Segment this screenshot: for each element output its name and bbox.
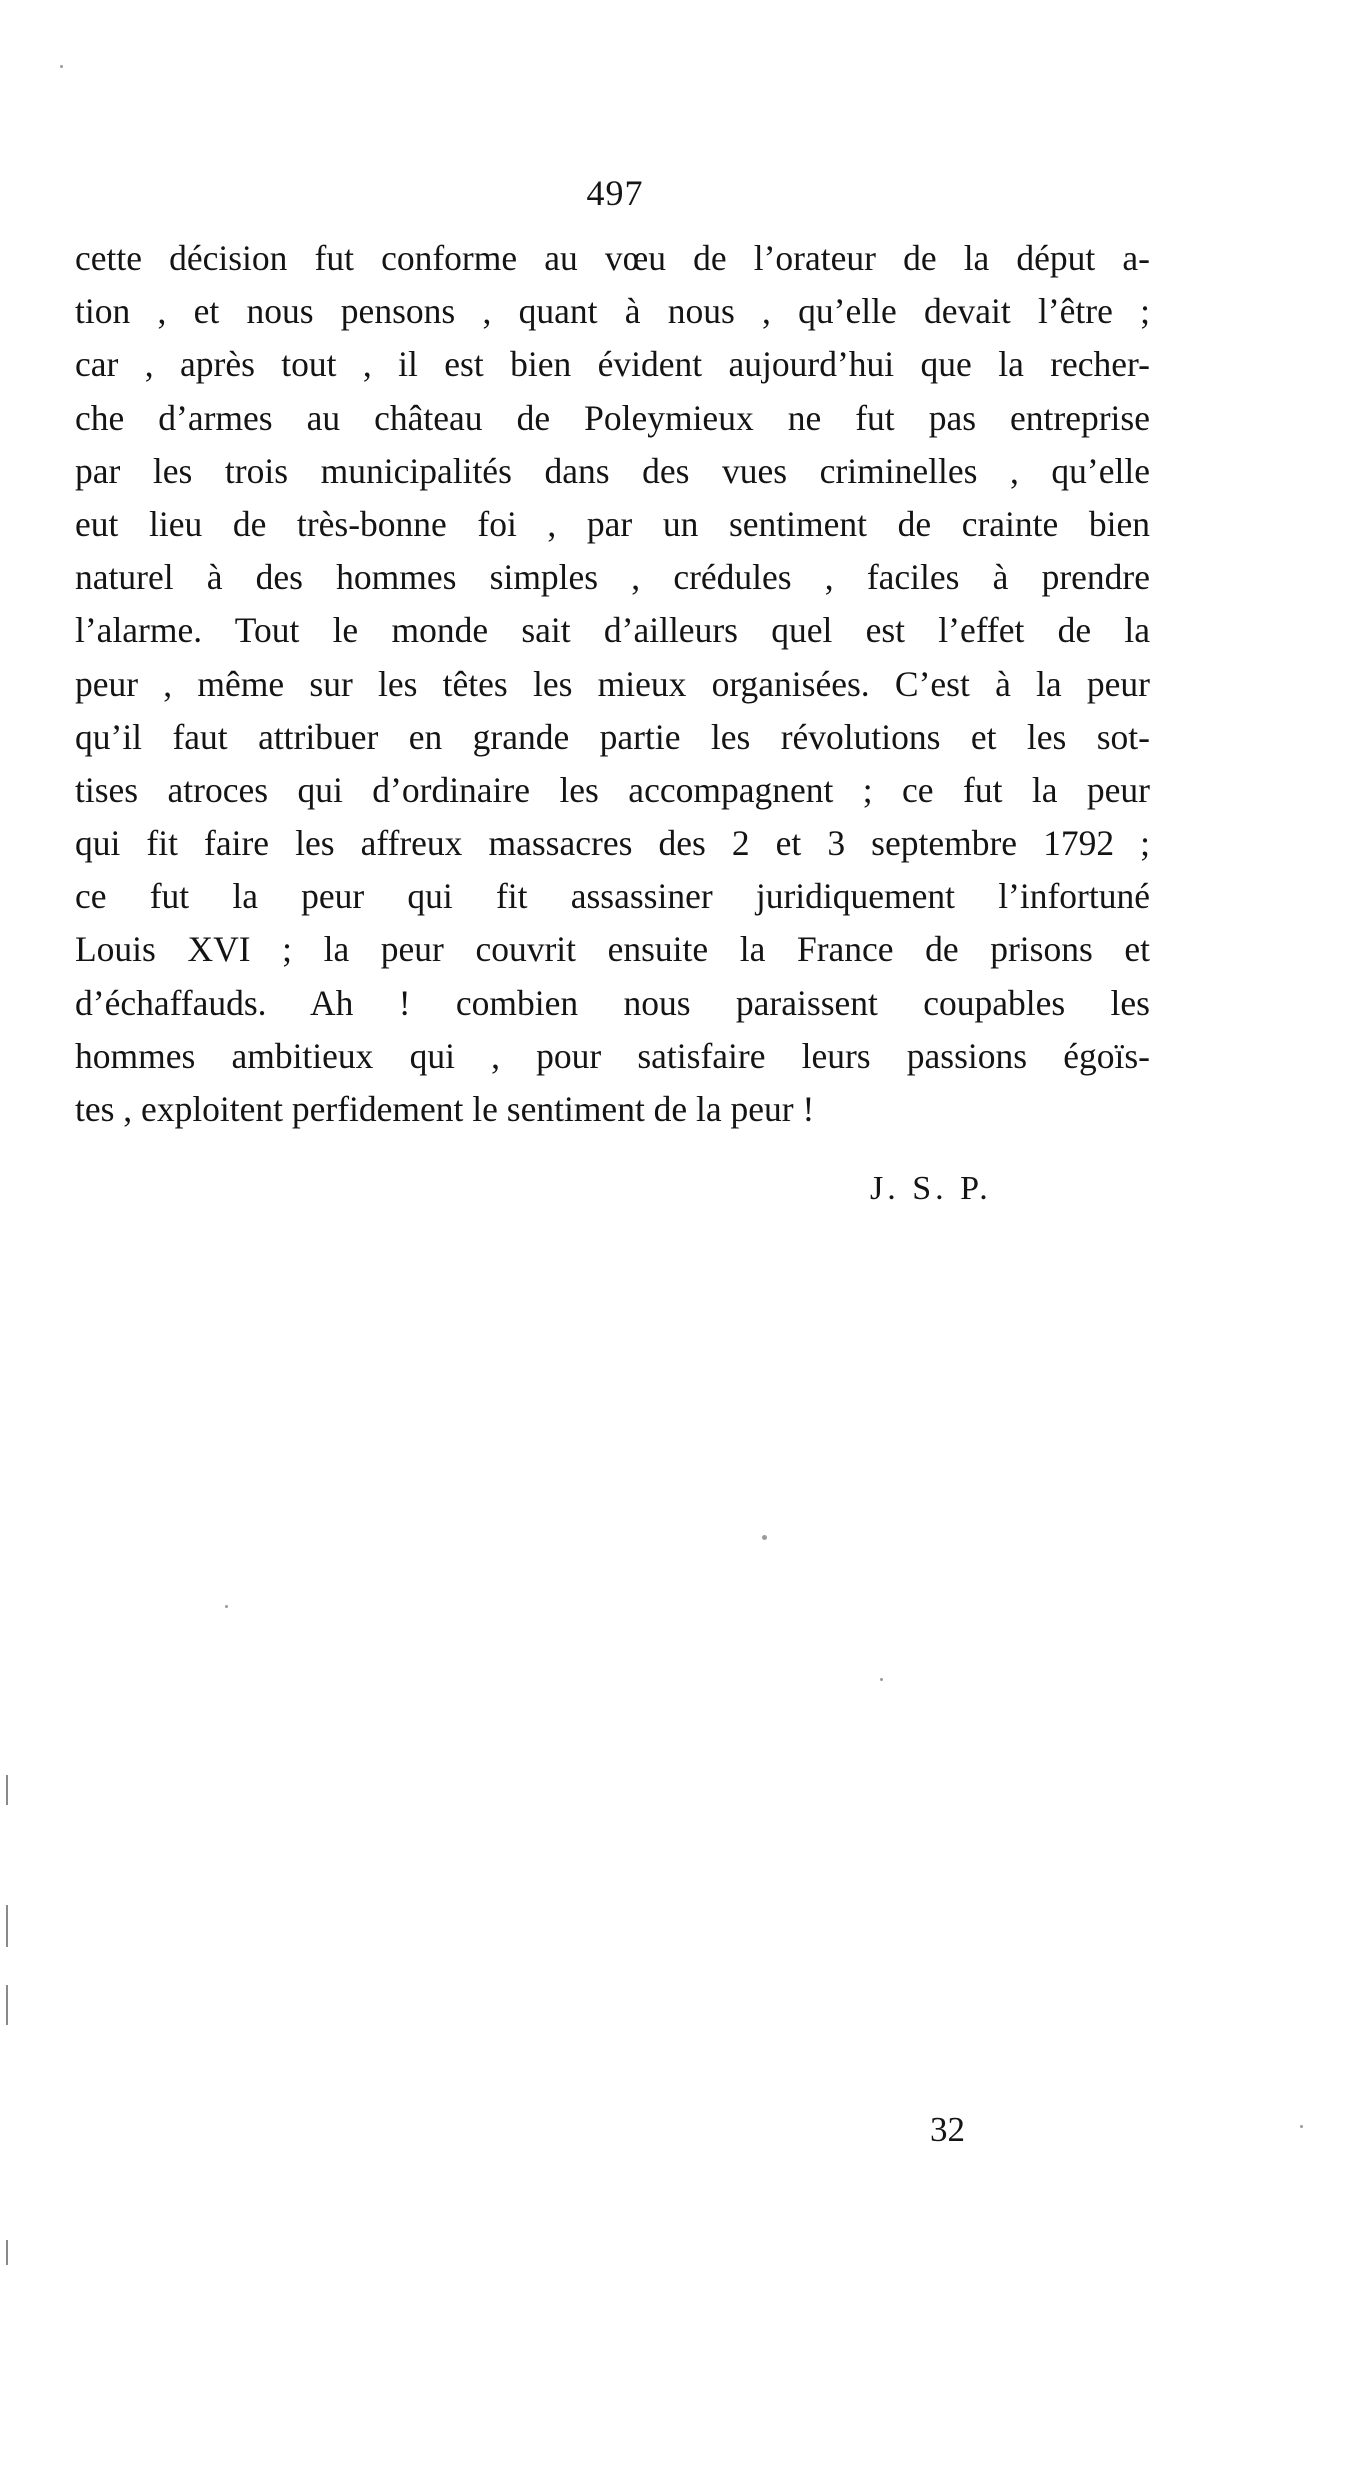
text-line: qu’il faut attribuer en grande partie les révolutions et les sot- [75,716,1150,757]
scan-edge-mark [6,1905,8,1947]
text-line: l’alarme. Tout le monde sait d’ailleurs quel est l’effet de la [75,610,1150,651]
text-line: tises atroces qui d’ordinaire les accompagnent ; ce fut la peur [75,769,1150,810]
scan-speck [762,1535,767,1540]
text-line: tion , et nous pensons , quant à nous , qu’elle devait l’être ; [75,291,1150,332]
text-line: tes , exploitent perfidement le sentiment de la peur ! [75,1089,815,1129]
scan-speck [225,1605,228,1608]
scan-edge-mark [6,1985,8,2025]
text-line: Louis XVI ; la peur couvrit ensuite la France de prisons et [75,929,1150,970]
scan-speck [60,65,63,68]
text-line: hommes ambitieux qui , pour satisfaire leurs passions égoïs- [75,1035,1150,1076]
scan-edge-mark [6,2240,8,2265]
page-number: 497 [586,173,644,213]
text-line: d’échaffauds. Ah ! combien nous paraissent coupables les [75,982,1150,1023]
text-line: eut lieu de très-bonne foi , par un sentiment de crainte bien [75,503,1150,544]
text-line: peur , même sur les têtes les mieux organisées. C’est à la peur [75,663,1150,704]
text-line: naturel à des hommes simples , crédules , faciles à prendre [75,557,1150,598]
text-line: cette décision fut conforme au vœu de l’orateur de la déput a- [75,238,1150,278]
text-line: qui fit faire les affreux massacres des 2 et 3 septembre 1792 ; [75,823,1150,864]
text-line: car , après tout , il est bien évident aujourd’hui que la recher- [75,344,1150,385]
scan-speck [880,1678,883,1681]
signature-mark: 32 [930,2110,965,2149]
text-line: che d’armes au château de Poleymieux ne fut pas entreprise [75,397,1150,438]
body-text [75,232,1150,1136]
scan-speck [1300,2125,1303,2128]
scan-edge-mark [6,1775,8,1805]
text-line: par les trois municipalités dans des vues criminelles , qu’elle [75,450,1150,491]
text-line: ce fut la peur qui fit assassiner juridiquement l’infortuné [75,876,1150,917]
author-initials: J. S. P. [870,1170,992,1207]
